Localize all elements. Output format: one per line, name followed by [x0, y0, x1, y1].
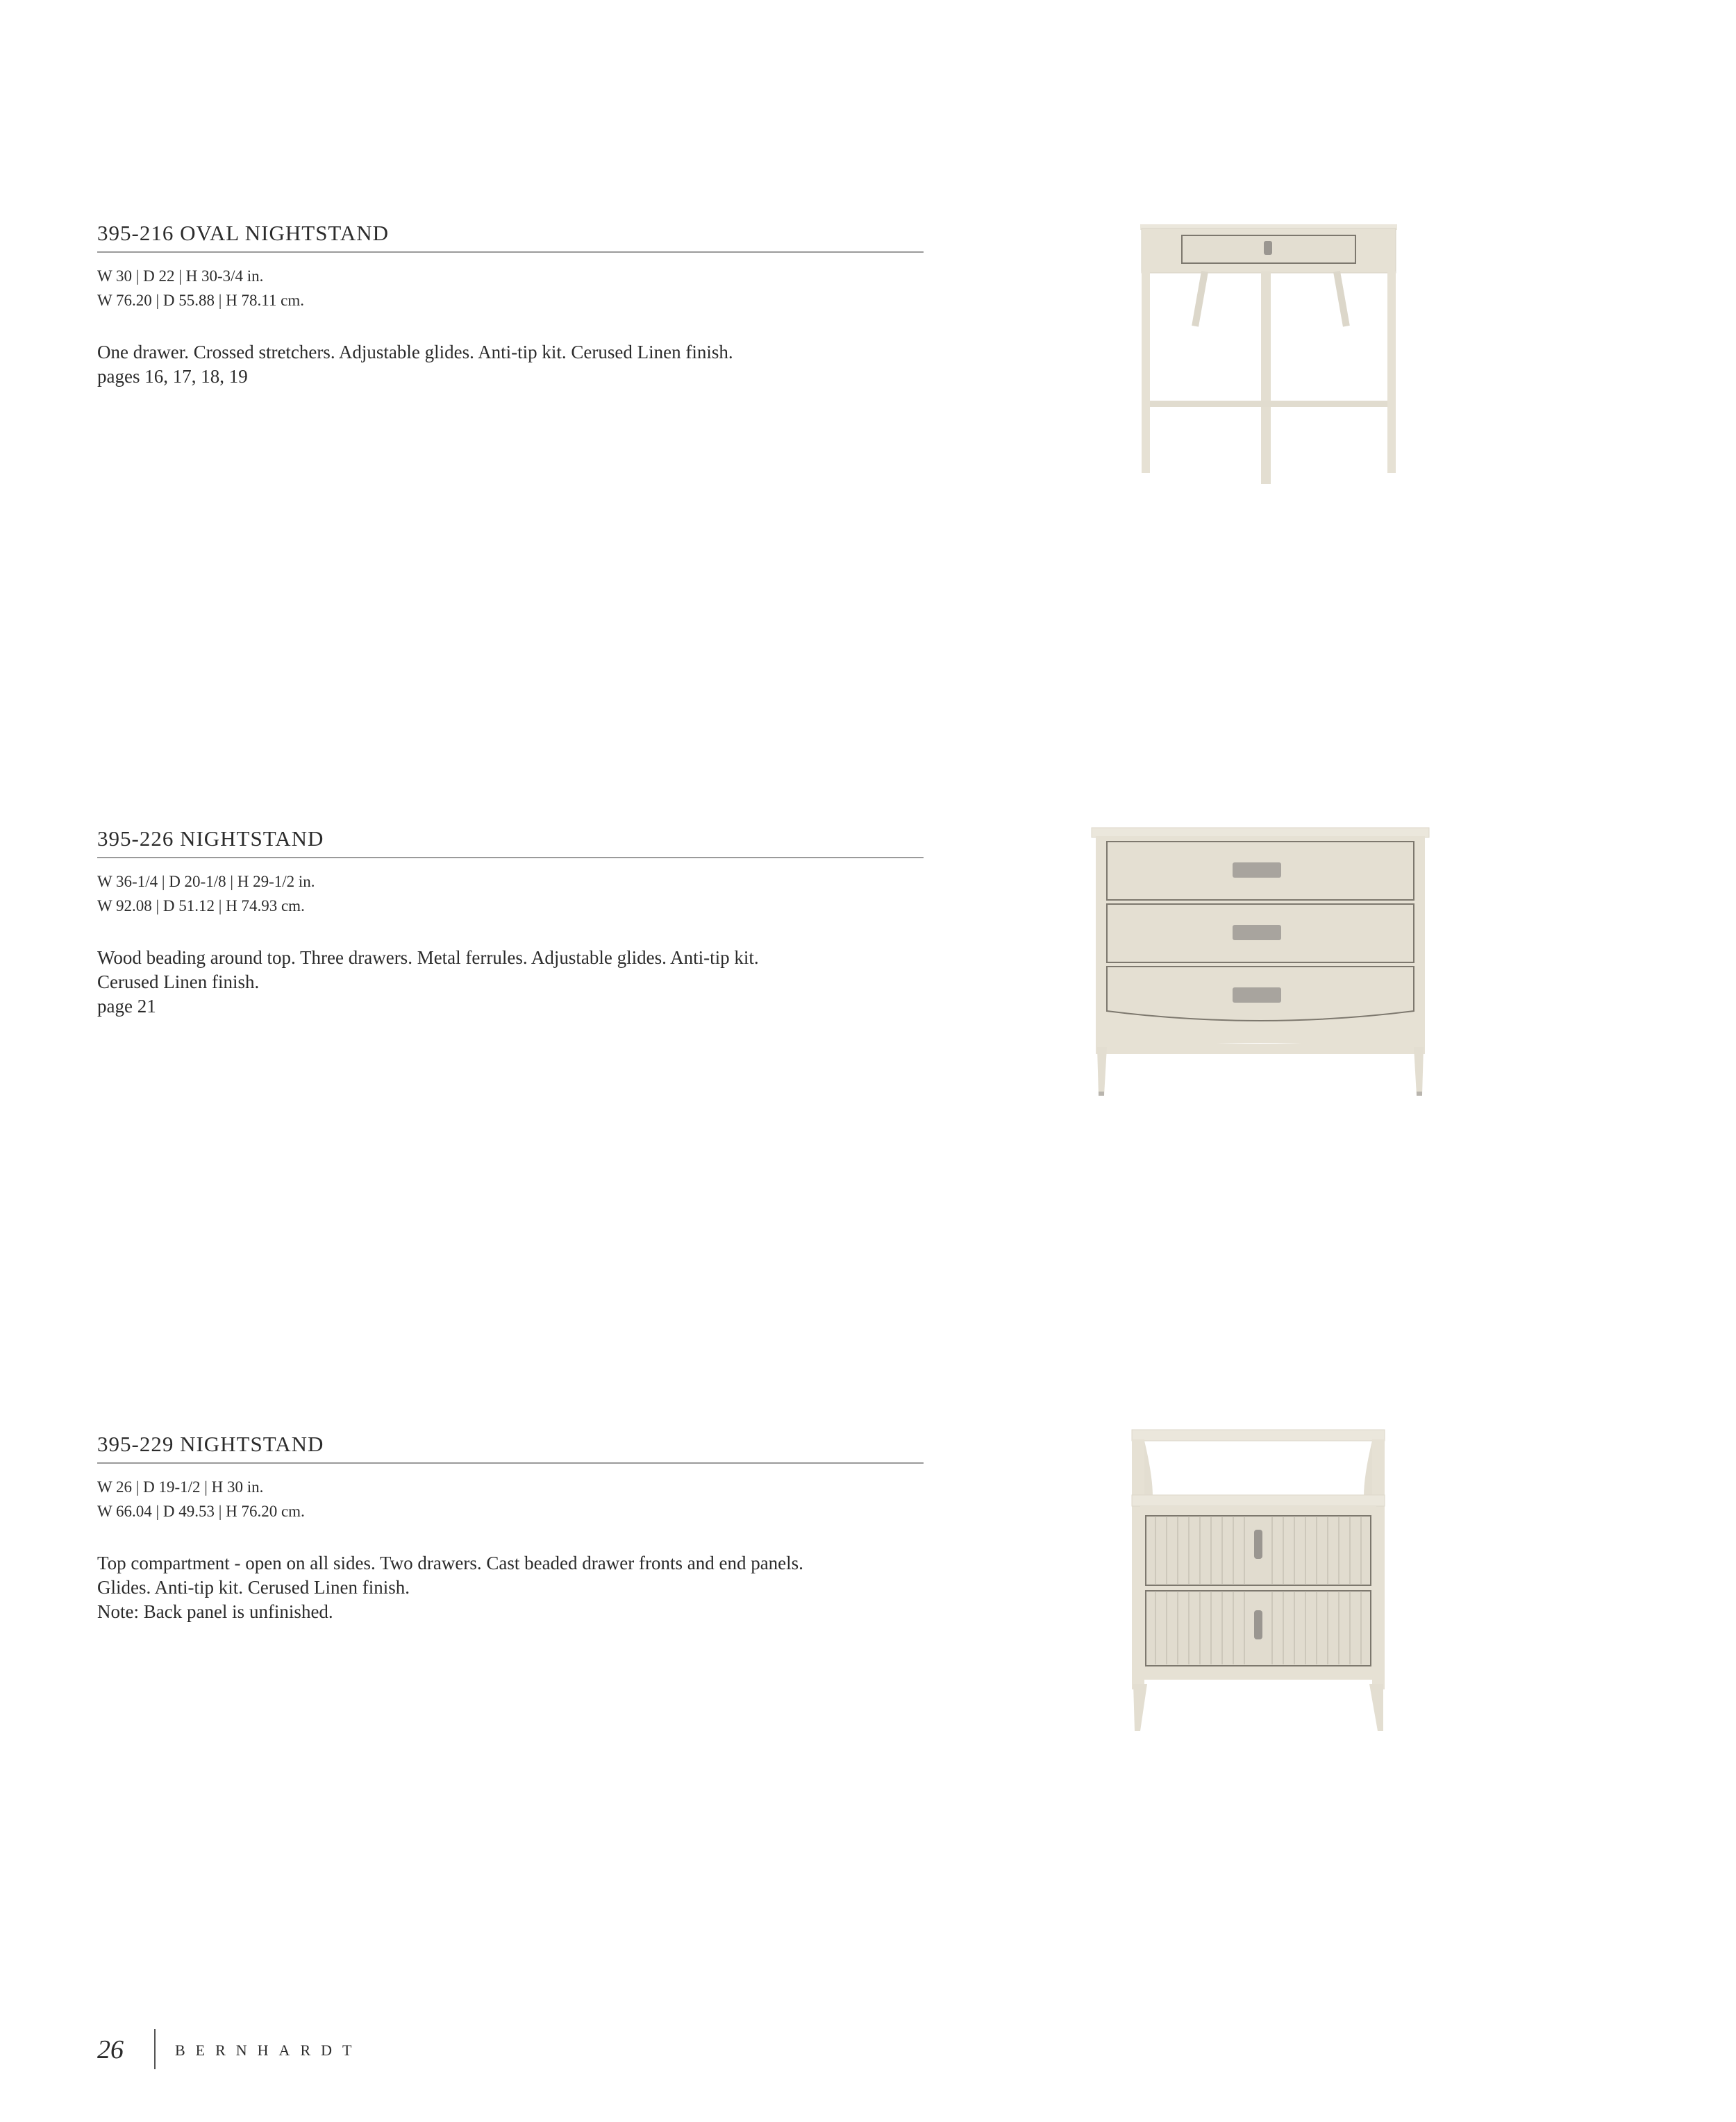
dimensions-inches: W 30 | D 22 | H 30-3/4 in.: [97, 267, 264, 285]
product-395-226: [97, 826, 924, 1019]
product-395-229: [97, 1432, 924, 1624]
product-dimensions: [97, 1475, 924, 1523]
note-line: Note: Back panel is unfinished.: [97, 1601, 333, 1622]
dimensions-inches: W 26 | D 19-1/2 | H 30 in.: [97, 1478, 264, 1496]
product-395-216: [97, 221, 924, 389]
dimensions-cm: W 92.08 | D 51.12 | H 74.93 cm.: [97, 897, 305, 914]
product-description: [97, 1551, 924, 1624]
product-dimensions: [97, 264, 924, 312]
page-number: 26: [97, 2035, 124, 2064]
description-line: Wood beading around top. Three drawers. Metal ferrules. Adjustable glides. Anti-tip kit.: [97, 947, 759, 968]
product-title: 395-216 OVAL NIGHTSTAND: [97, 221, 924, 253]
two-drawer-nightstand-image: [1125, 1427, 1392, 1732]
page-reference: page 21: [97, 996, 156, 1017]
dimensions-cm: W 76.20 | D 55.88 | H 78.11 cm.: [97, 292, 304, 309]
description-line: Top compartment - open on all sides. Two drawers. Cast beaded drawer fronts and end panels.: [97, 1553, 803, 1573]
dimensions-inches: W 36-1/4 | D 20-1/8 | H 29-1/2 in.: [97, 873, 315, 890]
product-title: 395-226 NIGHTSTAND: [97, 826, 924, 858]
three-drawer-nightstand-image: [1090, 825, 1430, 1097]
oval-nightstand-image: [1132, 219, 1410, 490]
footer-divider: [154, 2029, 156, 2069]
product-description: [97, 340, 924, 389]
product-dimensions: [97, 869, 924, 918]
description-line: One drawer. Crossed stretchers. Adjustable glides. Anti-tip kit. Cerused Linen finish.: [97, 342, 733, 362]
description-line: Cerused Linen finish.: [97, 971, 260, 992]
product-description: [97, 946, 924, 1019]
brand-wordmark: BERNHARDT: [175, 2041, 362, 2059]
dimensions-cm: W 66.04 | D 49.53 | H 76.20 cm.: [97, 1503, 305, 1520]
page-reference: pages 16, 17, 18, 19: [97, 366, 248, 387]
product-title: 395-229 NIGHTSTAND: [97, 1432, 924, 1464]
description-line: Glides. Anti-tip kit. Cerused Linen finish.: [97, 1577, 410, 1598]
